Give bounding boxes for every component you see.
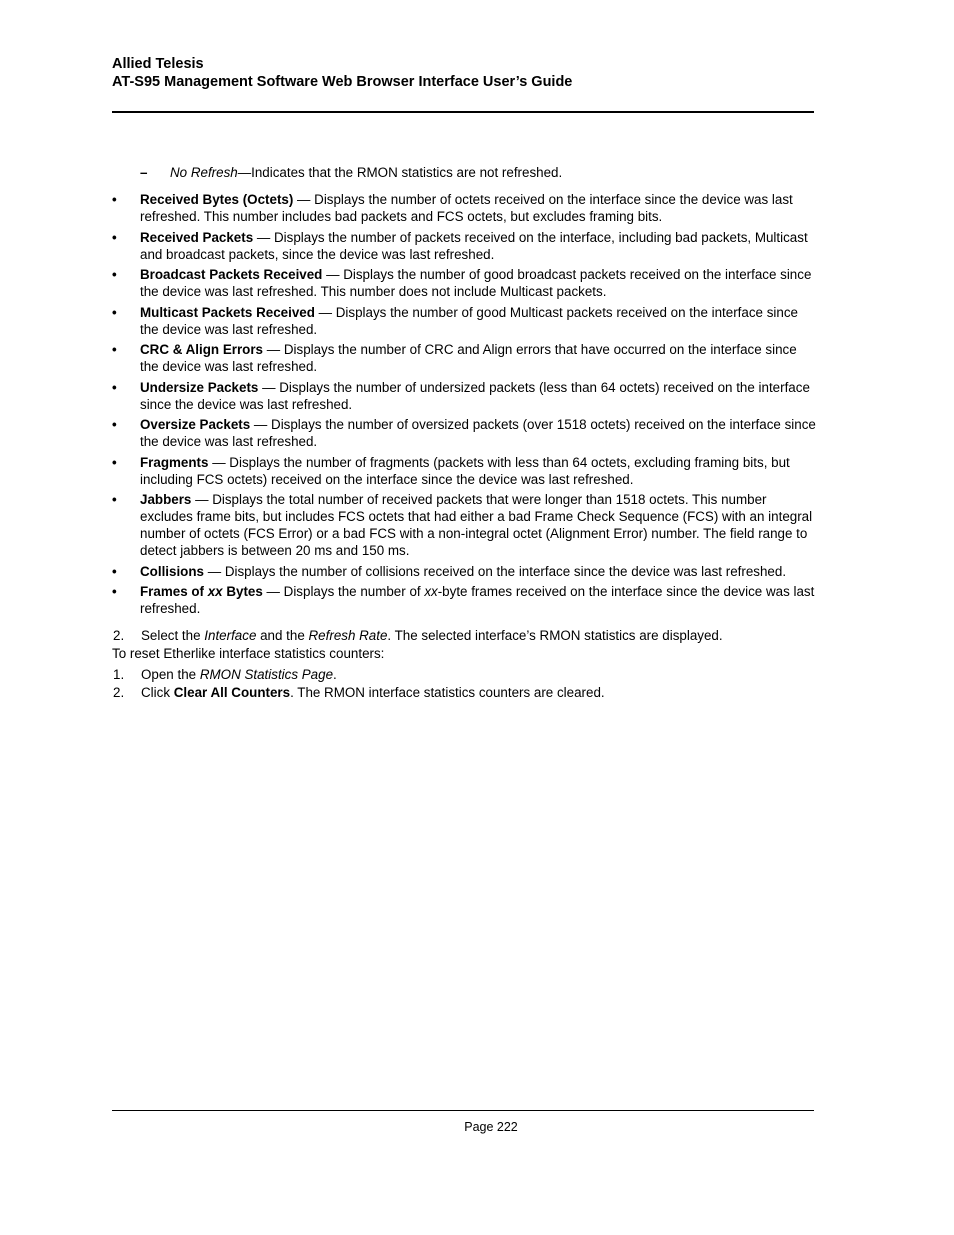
bullet-oversize-packets — [112, 416, 817, 450]
company-name: Allied Telesis — [112, 56, 204, 72]
bullet-term: Multicast Packets Received — [140, 304, 315, 320]
page-body — [112, 164, 817, 702]
step-text: . The RMON interface statistics counters are cleared. — [290, 685, 605, 700]
bullet-text: — Displays the number of good Multicast packets received on the interface since the device was last refreshed. — [140, 304, 798, 337]
bullet-broadcast-packets — [112, 266, 817, 300]
bullet-term: Collisions — [140, 563, 204, 579]
bullet-term: Jabbers — [140, 492, 192, 507]
bullet-text: — Displays the number of oversized packets (over 1518 octets) received on the interface since the device was last refreshed. — [140, 417, 816, 449]
bullet-marker: • — [112, 492, 117, 507]
step-number: 2. — [113, 685, 125, 700]
rmon-statistics-page-term: RMON Statistics Page — [199, 667, 334, 682]
guide-title: AT-S95 Management Software Web Browser Interface User’s Guide — [112, 74, 573, 90]
text-variable: xx — [424, 584, 438, 599]
bullet-marker: • — [112, 379, 117, 395]
bullet-marker: • — [112, 267, 117, 282]
bullet-term: Undersize Packets — [140, 379, 259, 395]
bullet-term: Received Bytes (Octets) — [140, 192, 294, 207]
step-text: . The selected interface’s RMON statistics are displayed. — [387, 628, 723, 643]
bullet-text: — Displays the number of collisions received on the interface since the device was last refreshed. — [204, 563, 787, 579]
term-part: Frames of — [140, 584, 208, 599]
bullet-frames-of-xx-bytes — [112, 583, 817, 617]
bullet-marker: • — [112, 192, 117, 207]
bullet-received-packets — [112, 229, 817, 263]
bullet-term: Received Packets — [140, 229, 254, 245]
bullet-received-bytes — [112, 191, 817, 225]
bullet-text: — Displays the number of undersized packets (less than 64 octets) received on the interface since the device was last refreshed. — [140, 379, 810, 412]
bullet-undersize-packets — [112, 379, 817, 413]
bullet-marker: • — [112, 417, 117, 432]
term-part: Bytes — [222, 584, 263, 599]
bullet-text: — Displays the total number of received packets that were longer than 1518 octets. This number excludes frame bits, but includes FCS octets that had either a bad Frame Check Sequence (FCS) with an integral number of octets (FCS Error) or a bad FCS with a non-integral octet (Alignment Error) number. The field range to detect jabbers is between 20 ms and 150 ms. — [140, 492, 813, 558]
reset-step-open-page — [112, 666, 817, 683]
bullet-crc-align-errors — [112, 341, 817, 375]
bullet-text: — Displays the number of CRC and Align errors that have occurred on the interface since the device was last refreshed. — [140, 342, 797, 374]
reset-intro: To reset Etherlike interface statistics counters: — [112, 646, 385, 661]
bullet-marker: • — [112, 342, 117, 357]
bullet-jabbers — [112, 491, 817, 559]
bullet-text: — Displays the number of octets received on the interface since the device was last refreshed. This number includes bad packets and FCS octets, but excludes framing bits. — [140, 192, 793, 224]
bullet-collisions — [112, 563, 817, 580]
bullet-multicast-packets — [112, 304, 817, 338]
step-number: 1. — [113, 667, 125, 682]
bullet-term — [140, 584, 263, 599]
bullet-text: — Displays the number of good broadcast packets received on the interface since the device was last refreshed. This number does not include Multicast packets. — [140, 267, 812, 299]
step-text: and the — [256, 628, 309, 643]
interface-term: Interface — [204, 628, 257, 643]
bullet-marker: • — [112, 563, 117, 579]
bullet-text: — Displays the number of fragments (packets with less than 64 octets, excluding framing bits, but including FCS octets) received on the interface since the device was last refreshed. — [140, 454, 790, 487]
page-header — [112, 55, 814, 91]
page-number: Page 222 — [464, 1120, 518, 1134]
bullet-term: Fragments — [140, 454, 209, 470]
no-refresh-term: No Refresh — [170, 165, 238, 180]
term-variable: xx — [207, 584, 223, 599]
bullet-marker: • — [112, 454, 117, 470]
dash-marker: – — [140, 165, 148, 180]
bullet-fragments — [112, 454, 817, 488]
header-divider — [112, 111, 814, 113]
bullet-text: — Displays the number of packets received on the interface, including bad packets, Multicast and broadcast packets, since the device was last refreshed. — [140, 229, 808, 262]
no-refresh-text: —Indicates that the RMON statistics are not refreshed. — [237, 165, 563, 180]
step-text: Click — [141, 685, 174, 700]
bullet-text: — Displays the number of — [262, 584, 425, 599]
refresh-rate-term: Refresh Rate — [308, 628, 388, 643]
footer-divider — [112, 1110, 814, 1111]
step-text: Select the — [141, 628, 205, 643]
step-text: Open the — [141, 667, 200, 682]
step-select-interface — [112, 627, 817, 644]
bullet-marker: • — [112, 229, 117, 245]
step-number: 2. — [113, 628, 125, 643]
bullet-marker: • — [112, 304, 117, 320]
no-refresh-option — [112, 164, 817, 181]
bullet-term: CRC & Align Errors — [140, 342, 264, 357]
bullet-term: Oversize Packets — [140, 417, 251, 432]
bullet-marker: • — [112, 584, 117, 599]
bullet-text: -byte frames received on the interface since the device was last refreshed. — [140, 584, 815, 616]
reset-step-clear-counters — [112, 684, 817, 701]
bullet-term: Broadcast Packets Received — [140, 267, 323, 282]
step-text: . — [333, 667, 337, 682]
clear-all-counters-term: Clear All Counters — [173, 685, 291, 700]
